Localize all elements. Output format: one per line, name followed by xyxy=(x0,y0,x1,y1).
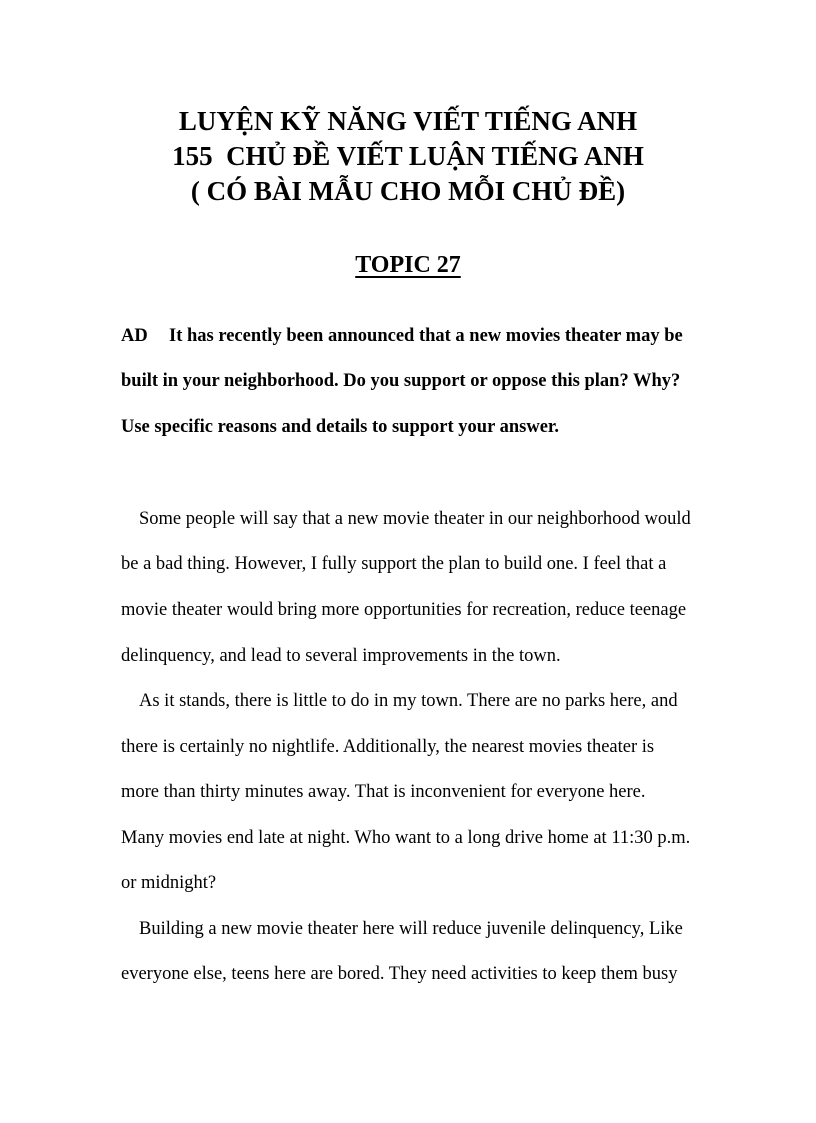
document-header xyxy=(0,104,816,209)
essay-line-9: or midnight? xyxy=(121,873,217,893)
essay-line-5: As it stands, there is little to do in my town. There are no parks here, and xyxy=(139,691,678,711)
question-line-2 xyxy=(121,369,721,393)
essay-line-8: Many movies end late at night. Who want to a long drive home at 11:30 p.m. xyxy=(121,828,691,848)
question-line-1 xyxy=(121,324,721,348)
question-text-2: built in your neighborhood. Do you support or oppose this plan? Why? xyxy=(121,371,681,391)
essay-line-10: Building a new movie theater here will reduce juvenile delinquency, Like xyxy=(139,919,683,939)
question-line-3 xyxy=(121,415,721,439)
essay-line-1: Some people will say that a new movie theater in our neighborhood would xyxy=(139,509,691,529)
header-title-line-3: ( CÓ BÀI MẪU CHO MỖI CHỦ ĐỀ) xyxy=(190,176,626,206)
essay-line-7: more than thirty minutes away. That is inconvenient for everyone here. xyxy=(121,782,646,802)
essay-line-3: movie theater would bring more opportunities for recreation, reduce teenage xyxy=(121,600,687,620)
essay-line-2: be a bad thing. However, I fully support the plan to build one. I feel that a xyxy=(121,554,667,574)
header-title-line-2: 155 CHỦ ĐỀ VIẾT LUẬN TIẾNG ANH xyxy=(172,141,644,171)
topic-heading xyxy=(0,250,816,280)
essay-line-4: delinquency, and lead to several improvements in the town. xyxy=(121,646,561,666)
question-text-3: Use specific reasons and details to support your answer. xyxy=(121,417,560,437)
essay-line-6: there is certainly no nightlife. Additionally, the nearest movies theater is xyxy=(121,737,655,757)
header-title-line-1: LUYỆN KỸ NĂNG VIẾT TIẾNG ANH xyxy=(178,106,638,136)
essay-line-11: everyone else, teens here are bored. They need activities to keep them busy xyxy=(121,964,678,984)
question-text-1: It has recently been announced that a new movies theater may be xyxy=(169,326,683,346)
topic-title: TOPIC 27 xyxy=(355,252,461,278)
question-tag: AD xyxy=(121,326,148,346)
